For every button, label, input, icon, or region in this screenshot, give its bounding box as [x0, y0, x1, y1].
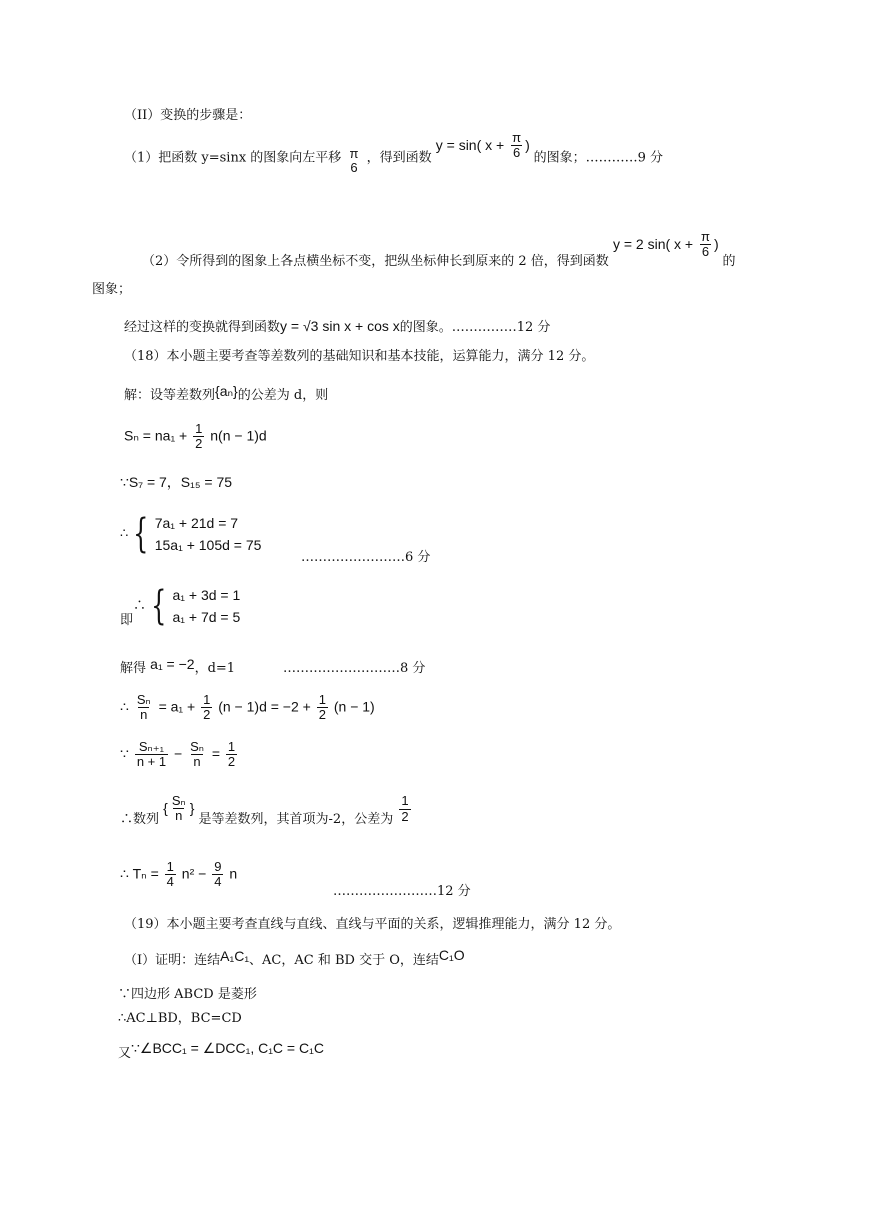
- numerator: 1: [401, 793, 409, 809]
- section-ii-heading: （II）变换的步骤是：: [124, 108, 252, 123]
- formula-text: Sₙ = na₁ +: [124, 427, 188, 444]
- fraction-pi-6: [347, 147, 360, 176]
- proof-intro-line: [124, 947, 465, 969]
- paren: ): [525, 136, 530, 153]
- formula: { $\frac{\text{Sₙ}}{n}$ }: [163, 793, 195, 824]
- formula-text: n(n − 1)d: [210, 427, 267, 444]
- formula-text: y = 2 sin( x +: [612, 235, 694, 252]
- equation: a₁ + 7d = 5: [172, 609, 241, 625]
- fraction: [193, 422, 204, 452]
- text: 、AC，AC 和 BD 交于 O，连结: [249, 953, 439, 968]
- denominator: 2: [318, 707, 326, 723]
- text: 是等差数列，其首项为-2，公差为: [198, 811, 394, 827]
- denominator: n: [175, 808, 183, 824]
- arithmetic-sequence-line: [120, 793, 413, 827]
- brace-icon: {: [133, 511, 149, 557]
- formula-text: Tₙ =: [132, 865, 159, 882]
- equation-system: [155, 512, 262, 556]
- text: 的图象；…………9 分: [533, 150, 664, 166]
- step-2-continued: 图象；: [92, 282, 132, 297]
- text: 解得: [120, 661, 147, 676]
- numerator: π: [701, 229, 710, 244]
- perpendicular-line: ∴AC⊥BD，BC=CD: [118, 1011, 242, 1026]
- formula-text: (n − 1): [333, 698, 375, 715]
- fraction: [135, 693, 153, 723]
- numerator: π: [349, 145, 359, 161]
- text: 的图象。……………12 分: [399, 320, 551, 335]
- sum-formula-line: [124, 422, 267, 452]
- denominator: 2: [203, 707, 211, 723]
- score-8: ………………………8 分: [283, 661, 426, 676]
- fraction: [212, 860, 223, 890]
- formula-text: (n − 1)d = −2 +: [218, 698, 311, 715]
- paren: ): [713, 235, 719, 252]
- equation: a₁ + 3d = 1: [172, 587, 241, 603]
- fraction: [188, 740, 206, 770]
- fraction: [135, 740, 168, 770]
- numerator: 1: [166, 859, 174, 874]
- text: ，d=1: [194, 661, 236, 676]
- fraction: [399, 794, 410, 824]
- equation: 15a₁ + 105d = 75: [154, 537, 262, 553]
- formula-sin-shift: [435, 130, 534, 161]
- given-line: ∵S₇ = 7，S₁₅ = 75: [120, 474, 233, 490]
- formula-text: n: [229, 865, 238, 882]
- text: 即: [120, 612, 134, 628]
- denominator: 4: [214, 874, 222, 890]
- score-6: ……………………6 分: [301, 550, 431, 565]
- equation: 7a₁ + 21d = 7: [154, 515, 239, 531]
- therefore-symbol: ∴: [120, 526, 129, 542]
- numerator: 1: [195, 421, 203, 436]
- formula-text: y = sin( x +: [435, 136, 505, 153]
- system-2: [120, 584, 240, 628]
- formula: C₁O: [438, 947, 465, 963]
- tn-line: [120, 860, 237, 890]
- denominator: 2: [401, 808, 409, 824]
- text: 解：设等差数列: [124, 388, 216, 403]
- formula: A₁C₁: [220, 948, 250, 964]
- sn-over-n-line: [120, 693, 375, 723]
- denominator: 6: [512, 145, 521, 161]
- step-2-line: [142, 229, 736, 269]
- text: 的公差为 d，则: [237, 388, 329, 403]
- denominator: 2: [227, 754, 236, 770]
- fraction: [201, 693, 212, 723]
- because-symbol: ∵: [120, 745, 129, 762]
- text: 的: [722, 253, 736, 269]
- numerator: 1: [203, 692, 211, 707]
- fraction: [699, 230, 712, 260]
- text: 经过这样的变换就得到函数: [124, 320, 281, 335]
- numerator: Sₙ₊₁: [138, 739, 164, 754]
- brace-icon: {: [151, 583, 167, 629]
- numerator: 1: [227, 739, 236, 754]
- denominator: 6: [350, 159, 358, 175]
- operator: =: [211, 745, 220, 762]
- formula: a₁ = −2: [150, 656, 195, 672]
- formula: ∵∠BCC₁ = ∠DCC₁, C₁C = C₁C: [131, 1040, 324, 1056]
- numerator: π: [512, 130, 522, 145]
- text: ，得到函数: [366, 150, 432, 166]
- numerator: Sₙ: [136, 692, 151, 707]
- therefore-symbol: ∴: [120, 865, 129, 882]
- score-12: ……………………12 分: [333, 884, 471, 899]
- solve-line: [120, 656, 236, 677]
- formula-2sin-shift: [612, 229, 723, 260]
- therefore-symbol: ∴: [120, 698, 129, 715]
- fraction: [170, 794, 188, 824]
- solution-intro-line: [124, 383, 329, 404]
- therefore-symbol: ∴: [133, 598, 147, 614]
- text: ∴数列: [120, 811, 160, 827]
- denominator: n + 1: [136, 754, 167, 770]
- system-1: [120, 512, 261, 556]
- fraction: [317, 693, 328, 723]
- transform-result-line: [124, 318, 550, 336]
- numerator: Sₙ: [171, 793, 186, 808]
- angles-line: [118, 1040, 324, 1061]
- problem-18-heading: （18）本小题主要考查等差数列的基础知识和基本技能，运算能力，满分 12 分。: [124, 349, 595, 364]
- denominator: n: [193, 754, 201, 770]
- fraction: [510, 131, 523, 161]
- step-1-line: [124, 130, 664, 175]
- denominator: n: [140, 707, 148, 723]
- numerator: Sₙ: [190, 739, 204, 754]
- formula-text: = a₁ +: [158, 698, 196, 715]
- text: （1）把函数 y=sinx 的图象向左平移: [124, 150, 342, 166]
- text: （I）证明：连结: [124, 953, 221, 968]
- fraction: [226, 740, 237, 770]
- operator: −: [173, 745, 183, 762]
- denominator: 4: [166, 874, 174, 890]
- fraction: [165, 860, 176, 890]
- denominator: 6: [701, 244, 710, 260]
- text: 又: [118, 1046, 132, 1061]
- formula: {aₙ}: [215, 383, 238, 399]
- numerator: 1: [318, 692, 326, 707]
- problem-19-heading: （19）本小题主要考查直线与直线、直线与平面的关系，逻辑推理能力，满分 12 分。: [124, 917, 621, 932]
- text: （2）令所得到的图象上各点横坐标不变，把纵坐标伸长到原来的 2 倍，得到函数: [142, 253, 609, 269]
- denominator: 2: [195, 436, 203, 452]
- numerator: 9: [214, 859, 222, 874]
- equation-system: [172, 584, 240, 628]
- rhombus-line: ∵四边形 ABCD 是菱形: [118, 987, 257, 1002]
- formula-text: n² −: [181, 865, 207, 882]
- difference-line: [120, 740, 239, 770]
- formula: y = √3 sin x + cos x: [280, 318, 400, 334]
